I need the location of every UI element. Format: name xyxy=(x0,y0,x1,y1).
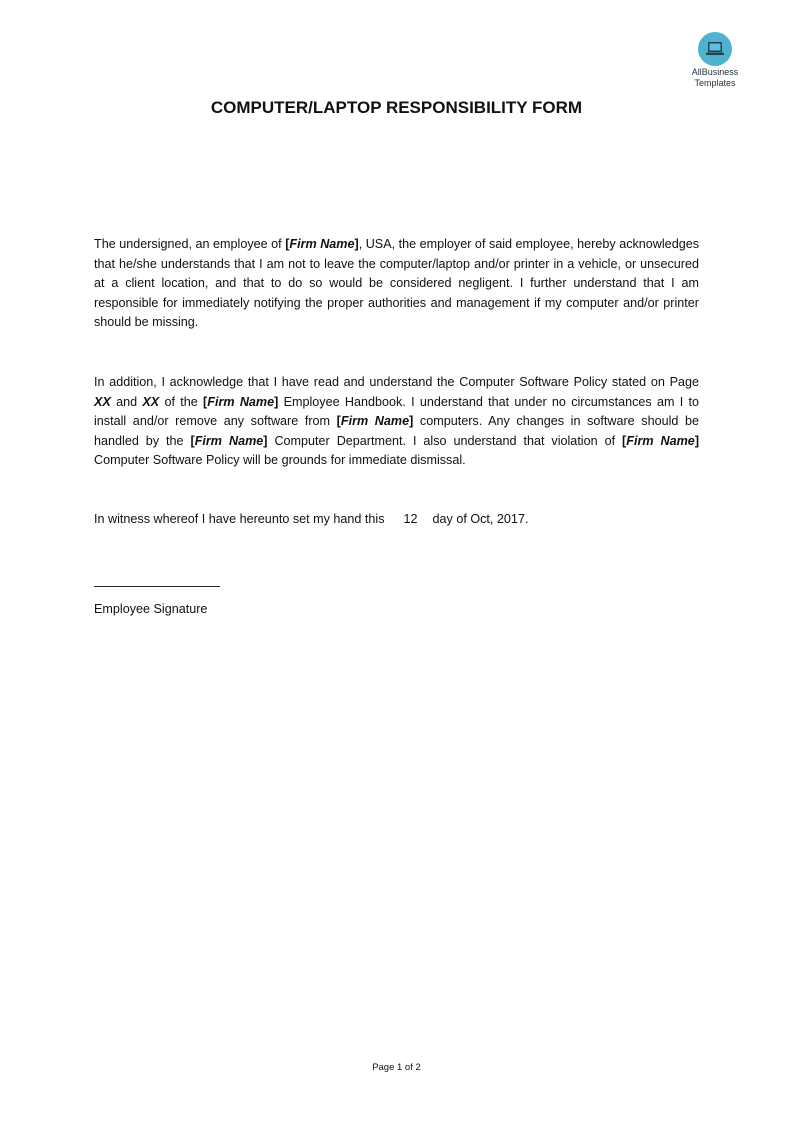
firm-name-placeholder: [Firm Name] xyxy=(285,237,359,251)
allbusiness-templates-logo xyxy=(684,32,746,88)
page-xx-1: XX xyxy=(94,394,111,409)
logo-badge xyxy=(698,32,732,66)
witness-day: 12 xyxy=(403,512,418,526)
logo-text-line2: Templates xyxy=(694,78,736,88)
signature-line xyxy=(94,586,220,587)
witness-line xyxy=(94,510,528,530)
laptop-icon xyxy=(705,41,725,57)
page-number: Page 1 of 2 xyxy=(372,1062,421,1073)
witness-prefix: In witness whereof I have hereunto set my hand this xyxy=(94,512,385,526)
firm-name-placeholder-1: [Firm Name] xyxy=(203,394,279,409)
p2-text-2: and xyxy=(110,394,143,409)
p2-text-7: Computer Software Policy will be grounds for immediate dismissal. xyxy=(94,453,466,467)
firm-name-placeholder-3: [Firm Name] xyxy=(190,433,268,448)
p1-text-2: , USA, the employer of said employee, hereby acknowledges that he/she understands that I am not to leave the computer/laptop and/or printer in a vehicle, or unsecured at a client location, and that to do so would be considered negligent. I further understand that I am responsible for immediately notifying the proper authorities and management if my computer and/or printer should be missing. xyxy=(94,237,699,329)
software-policy-paragraph xyxy=(94,373,699,471)
p2-text-6: Computer Department. I also understand that violation of xyxy=(267,433,623,448)
firm-name-placeholder-4: [Firm Name] xyxy=(622,433,700,448)
signature-label: Employee Signature xyxy=(94,602,208,616)
firm-name-placeholder-2: [Firm Name] xyxy=(336,414,414,428)
witness-suffix: day of Oct, 2017. xyxy=(432,512,529,526)
p2-text-1: In addition, I acknowledge that I have read and understand the Computer Software Policy stated on Page xyxy=(94,375,699,389)
page-title: COMPUTER/LAPTOP RESPONSIBILITY FORM xyxy=(210,98,583,117)
page-xx-2: XX xyxy=(142,394,160,409)
p2-text-3: of the xyxy=(159,394,204,409)
p1-text-1: The undersigned, an employee of xyxy=(94,237,286,251)
acknowledgement-paragraph xyxy=(94,235,699,333)
logo-text-line1: AllBusiness xyxy=(691,67,739,77)
p2-text-4: Employee Handbook. I understand that under no circumstances am I to install and/or remove any software from xyxy=(94,394,700,428)
p2-text-5: computers. Any changes in software should be handled by the xyxy=(94,414,700,448)
